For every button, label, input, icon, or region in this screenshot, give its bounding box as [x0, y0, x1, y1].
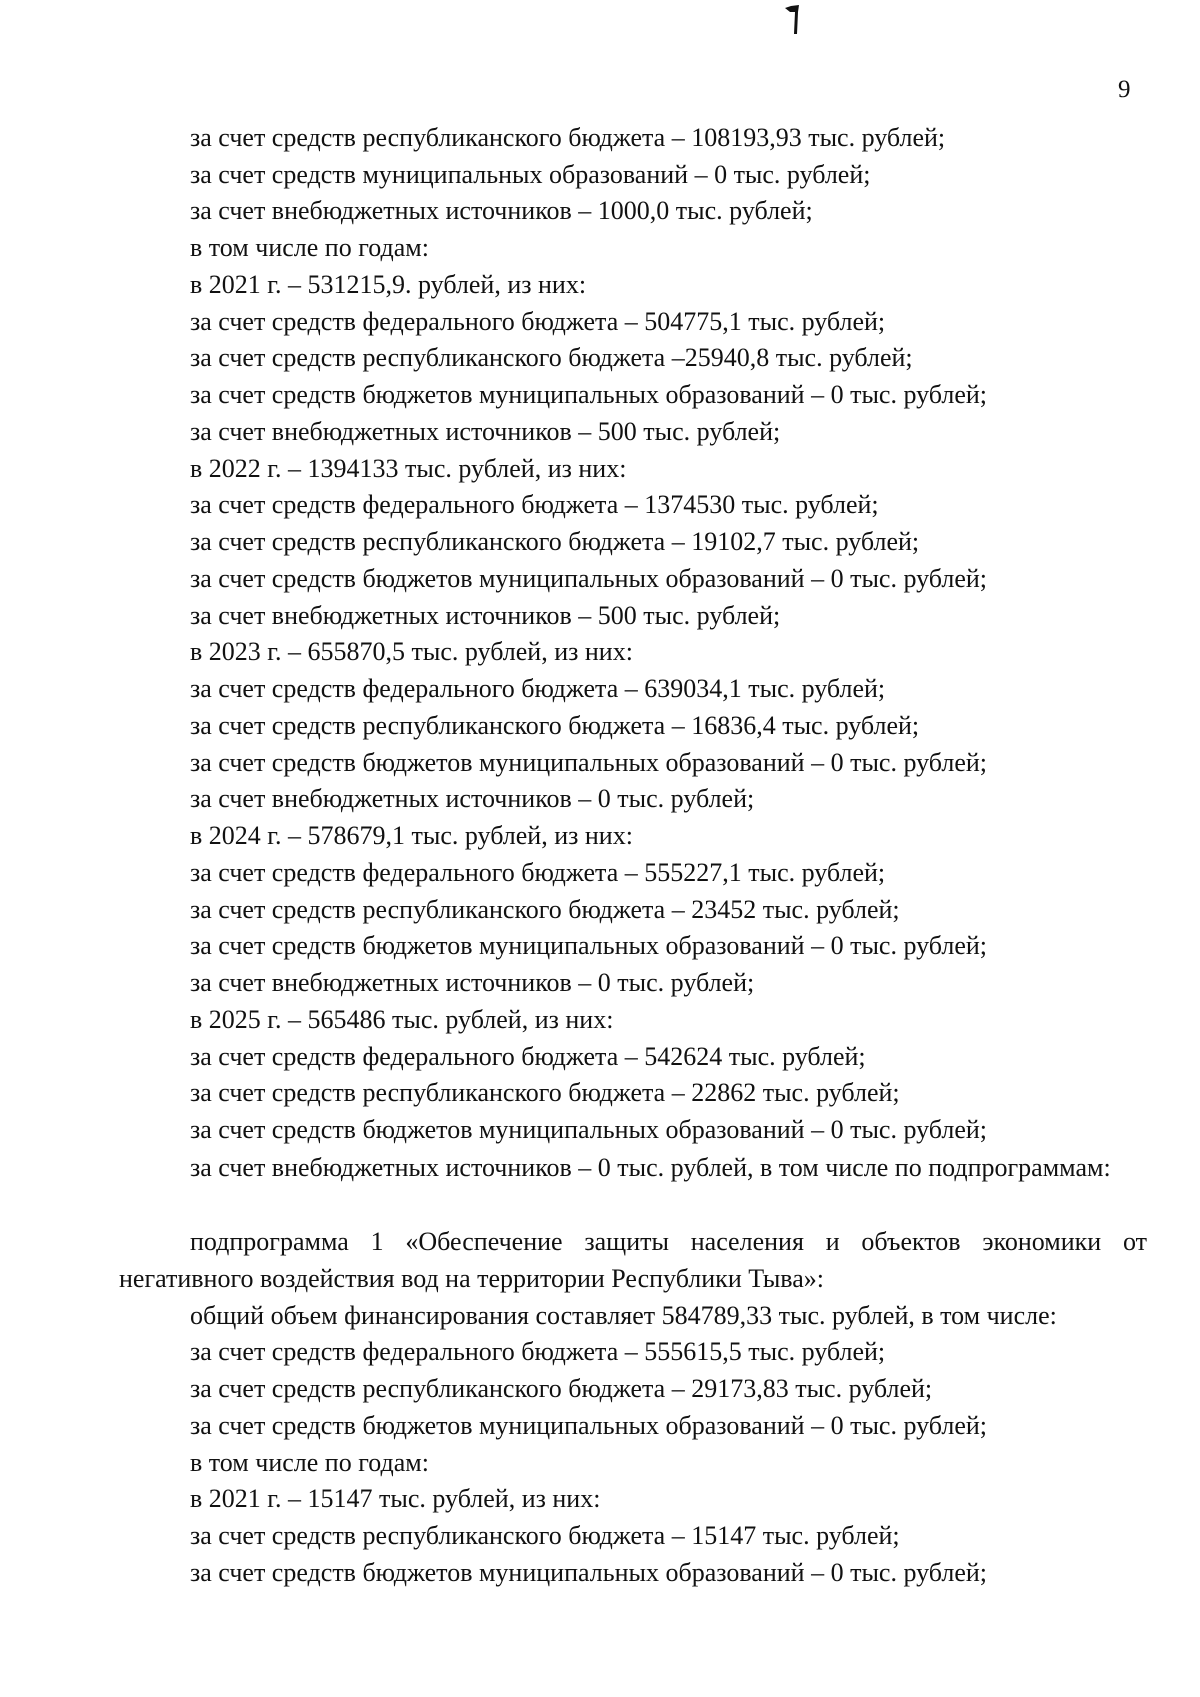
text-line: за счет средств бюджетов муниципальных образований – 0 тыс. рублей; — [190, 1411, 987, 1440]
paragraph-subprogram-1-title: подпрограмма 1 «Обеспечение защиты населения и объектов экономики от негативного воздействия вод на территории Республики Тыва»: — [119, 1227, 1147, 1293]
text-line: за счет средств федерального бюджета – 1374530 тыс. рублей; — [190, 490, 879, 519]
scan-mark — [783, 4, 801, 36]
text-line: за счет средств федерального бюджета – 555227,1 тыс. рублей; — [190, 858, 886, 887]
text-line: за счет средств бюджетов муниципальных образований – 0 тыс. рублей; — [190, 748, 987, 777]
text-line: общий объем финансирования составляет 584789,33 тыс. рублей, в том числе: — [190, 1301, 1057, 1330]
text-line: за счет средств бюджетов муниципальных образований – 0 тыс. рублей; — [190, 380, 987, 409]
text-line: в 2021 г. – 531215,9. рублей, из них: — [190, 270, 587, 299]
text-line: за счет средств муниципальных образований – 0 тыс. рублей; — [190, 160, 871, 189]
text-line: за счет средств республиканского бюджета –25940,8 тыс. рублей; — [190, 343, 913, 372]
text-line: за счет средств бюджетов муниципальных образований – 0 тыс. рублей; — [190, 564, 987, 593]
text-line: за счет средств бюджетов муниципальных образований – 0 тыс. рублей; — [190, 1115, 987, 1144]
text-line: за счет средств федерального бюджета – 504775,1 тыс. рублей; — [190, 307, 886, 336]
text-line: в 2025 г. – 565486 тыс. рублей, из них: — [190, 1005, 614, 1034]
text-line: за счет внебюджетных источников – 500 тыс. рублей; — [190, 417, 781, 446]
text-line: за счет средств бюджетов муниципальных образований – 0 тыс. рублей; — [190, 931, 987, 960]
text-line: в том числе по годам: — [190, 1448, 429, 1477]
text-line: за счет средств федерального бюджета – 639034,1 тыс. рублей; — [190, 674, 886, 703]
text-line: за счет средств бюджетов муниципальных образований – 0 тыс. рублей; — [190, 1558, 987, 1587]
text-line: за счет средств республиканского бюджета – 16836,4 тыс. рублей; — [190, 711, 920, 740]
text-line: за счет средств республиканского бюджета – 19102,7 тыс. рублей; — [190, 527, 920, 556]
text-line: в 2021 г. – 15147 тыс. рублей, из них: — [190, 1484, 601, 1513]
text-line: в 2024 г. – 578679,1 тыс. рублей, из них: — [190, 821, 633, 850]
text-line: за счет внебюджетных источников – 0 тыс. рублей; — [190, 968, 755, 997]
text-line: за счет внебюджетных источников – 500 тыс. рублей; — [190, 601, 781, 630]
text-line: за счет внебюджетных источников – 0 тыс. рублей; — [190, 784, 755, 813]
text-line: в 2023 г. – 655870,5 тыс. рублей, из них: — [190, 637, 633, 666]
text-line: за счет средств федерального бюджета – 555615,5 тыс. рублей; — [190, 1337, 886, 1366]
text-line: за счет средств республиканского бюджета – 108193,93 тыс. рублей; — [190, 123, 946, 152]
paragraph-subprogram-intro: за счет внебюджетных источников – 0 тыс. рублей, в том числе по подпрограммам: — [190, 1153, 1111, 1182]
text-line: за счет средств республиканского бюджета – 29173,83 тыс. рублей; — [190, 1374, 933, 1403]
text-line: за счет средств республиканского бюджета – 22862 тыс. рублей; — [190, 1078, 900, 1107]
text-line: за счет внебюджетных источников – 1000,0 тыс. рублей; — [190, 196, 813, 225]
text-line: за счет средств республиканского бюджета – 23452 тыс. рублей; — [190, 895, 900, 924]
text-line: за счет средств федерального бюджета – 542624 тыс. рублей; — [190, 1042, 866, 1071]
page-number: 9 — [1118, 76, 1131, 103]
text-line: за счет средств республиканского бюджета – 15147 тыс. рублей; — [190, 1521, 900, 1550]
text-line: в 2022 г. – 1394133 тыс. рублей, из них: — [190, 454, 627, 483]
text-line: в том числе по годам: — [190, 233, 429, 262]
